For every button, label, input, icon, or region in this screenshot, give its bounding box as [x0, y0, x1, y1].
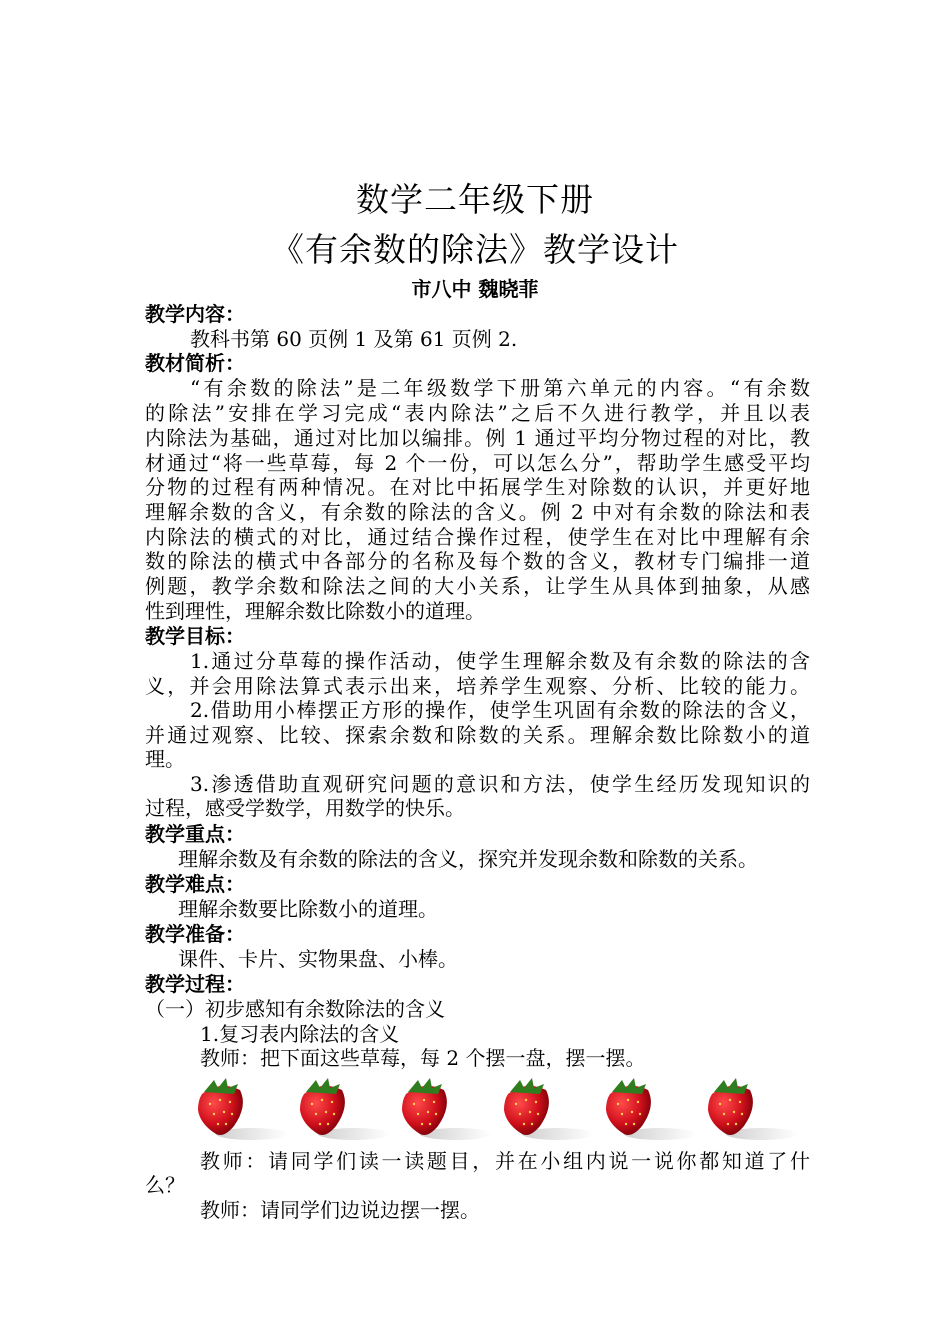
- goal-line: 理。: [145, 747, 185, 771]
- teacher-line: 教师：请同学们边说边摆一摆。: [200, 1198, 480, 1222]
- strawberry-icon: [190, 1072, 290, 1144]
- strawberry-icon: [292, 1072, 392, 1144]
- analysis-line: 数的除法的横式中各部分的名称及每个数的含义，教材专门编排一道: [145, 549, 810, 573]
- analysis-line: 材通过“将一些草莓，每 2 个一份，可以怎么分”，帮助学生感受平均: [145, 451, 810, 475]
- process-heading: 教学过程：: [145, 972, 245, 996]
- difficulty-text: 理解余数要比除数小的道理。: [178, 897, 438, 921]
- goal-line: 过程，感受学数学，用数学的快乐。: [145, 796, 465, 820]
- teacher-line: 么？: [145, 1173, 185, 1197]
- preparation-heading: 教学准备：: [145, 922, 245, 946]
- analysis-line: 理解余数的含义，有余数的除法的含义。例 2 中对有余数的除法和表: [145, 500, 810, 524]
- strawberry-icon: [496, 1072, 596, 1144]
- goals-heading: 教学目标：: [145, 624, 245, 648]
- difficulty-heading: 教学难点：: [145, 872, 245, 896]
- analysis-heading: 教材简析：: [145, 351, 245, 375]
- author: 市八中 魏晓菲: [411, 277, 539, 301]
- analysis-line: 内除法的横式的对比，通过结合操作过程，使学生在对比中理解有余: [145, 525, 810, 549]
- strawberry-icon: [700, 1072, 800, 1144]
- key-points-text: 理解余数及有余数的除法的含义，探究并发现余数和除数的关系。: [178, 847, 758, 871]
- analysis-line: 分物的过程有两种情况。在对比中拓展学生对除数的认识，并更好地: [145, 475, 810, 499]
- analysis-line: 的除法”安排在学习完成“表内除法”之后不久进行教学，并且以表: [145, 401, 810, 425]
- goal-line: 义，并会用除法算式表示出来，培养学生观察、分析、比较的能力。: [145, 674, 810, 698]
- strawberry-icon: [394, 1072, 494, 1144]
- content-text: 教科书第 60 页例 1 及第 61 页例 2.: [190, 327, 518, 351]
- title-line-2: 《有余数的除法》教学设计: [271, 230, 679, 269]
- teacher-line: 教师：把下面这些草莓，每 2 个摆一盘，摆一摆。: [200, 1046, 646, 1070]
- preparation-text: 课件、卡片、实物果盘、小棒。: [178, 947, 458, 971]
- analysis-line: 例题，教学余数和除法之间的大小关系，让学生从具体到抽象，从感: [145, 574, 810, 598]
- process-part-1: （一）初步感知有余数除法的含义: [145, 997, 445, 1021]
- key-points-heading: 教学重点：: [145, 822, 245, 846]
- goal-line: 2.借助用小棒摆正方形的操作，使学生巩固有余数的除法的含义，: [190, 698, 810, 722]
- content-heading: 教学内容：: [145, 302, 245, 326]
- process-step-1: 1.复习表内除法的含义: [200, 1022, 400, 1046]
- teacher-line: 教师：请同学们读一读题目，并在小组内说一说你都知道了什: [200, 1149, 810, 1173]
- strawberry-icon: [598, 1072, 698, 1144]
- strawberry-row: [190, 1072, 800, 1144]
- goal-line: 并通过观察、比较、探索余数和除数的关系。理解余数比除数小的道: [145, 723, 810, 747]
- analysis-line: 性到理性，理解余数比除数小的道理。: [145, 599, 485, 623]
- analysis-line: “有余数的除法”是二年级数学下册第六单元的内容。“有余数: [190, 376, 810, 400]
- analysis-line: 内除法为基础，通过对比加以编排。例 1 通过平均分物过程的对比，教: [145, 426, 810, 450]
- goal-line: 1.通过分草莓的操作活动，使学生理解余数及有余数的除法的含: [190, 649, 810, 673]
- goal-line: 3.渗透借助直观研究问题的意识和方法，使学生经历发现知识的: [190, 772, 810, 796]
- title-line-1: 数学二年级下册: [356, 180, 594, 219]
